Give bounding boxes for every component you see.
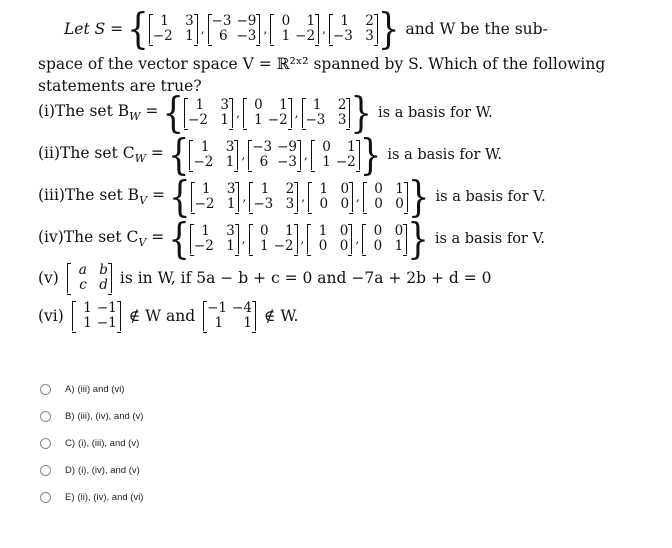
comma: ,: [356, 190, 360, 204]
matrix: [307, 224, 352, 254]
matrix: [243, 98, 292, 128]
let-prefix: Let S =: [64, 20, 124, 38]
matrix-entry: −3: [211, 13, 232, 29]
statement-v-text: is in W, if 5a − b + c = 0 and −7a + 2b + d = 0: [119, 269, 492, 287]
statement-tail: is a basis for W.: [387, 147, 502, 163]
statement-vi-end: ∉ W.: [263, 307, 299, 325]
matrix-entry: −9: [236, 13, 257, 29]
matrix-entry: 1: [201, 223, 210, 239]
matrix-entry: 2: [337, 97, 347, 113]
matrix-entry: −2: [194, 196, 215, 212]
matrix: [329, 14, 378, 44]
matrix-entry: 1: [201, 181, 211, 197]
matrix-entry: 1: [306, 13, 316, 29]
statement-tail: is a basis for V.: [435, 189, 546, 205]
radio-button[interactable]: [40, 492, 51, 503]
matrix-entry: 3: [220, 97, 229, 113]
matrix: [362, 224, 407, 254]
matrix-entry: 1: [220, 112, 229, 128]
statement-tail: is a basis for V.: [434, 231, 546, 247]
option-letter: E): [65, 491, 75, 503]
option-text: (i), (iii), and (v): [78, 437, 140, 449]
statement-label: (iv)The set $C_V$ =: [38, 228, 165, 250]
matrix-entry: −3: [252, 139, 273, 155]
statement-v-matrix: [67, 263, 112, 293]
matrix: [184, 98, 233, 128]
radio-button[interactable]: [40, 465, 51, 476]
matrix-entry: −3: [277, 154, 297, 170]
matrix-entry: 0: [340, 181, 350, 197]
left-brace: {: [127, 4, 149, 54]
answer-option-a[interactable]: [40, 382, 143, 396]
statement-v-label: (v): [38, 269, 59, 287]
statement-label: (ii)The set $C_W$ =: [38, 144, 164, 166]
option-text: (ii), (iv), and (vi): [77, 491, 144, 503]
matrix-entry: 0: [374, 196, 383, 212]
matrix-entry: 1: [312, 97, 322, 113]
matrix-entry: 3: [285, 196, 295, 212]
matrix: [311, 140, 360, 170]
option-letter: D): [65, 464, 76, 476]
matrix-entry: 0: [340, 196, 350, 212]
comma: ,: [301, 190, 306, 204]
matrix-entry: 0: [373, 223, 383, 239]
matrix-entry: 1: [226, 196, 236, 212]
matrix-entry: 1: [284, 223, 294, 239]
question-line-1: [64, 4, 548, 54]
comma: ,: [300, 232, 305, 246]
matrix-entry: 1: [185, 28, 194, 44]
matrix-list: [184, 98, 350, 128]
option-text: (iii) and (vi): [77, 383, 125, 395]
comma: ,: [322, 22, 326, 36]
matrix-entry: −2: [273, 238, 294, 254]
matrix-entry: 1: [279, 97, 288, 113]
matrix-entry: 1: [318, 223, 328, 239]
matrix-entry: 3: [225, 139, 235, 155]
matrix-entry: 1: [281, 28, 291, 44]
matrix-entry: 1: [83, 315, 92, 331]
right-brace: }: [407, 214, 429, 264]
comma: ,: [304, 148, 308, 162]
matrix-entry: 3: [226, 223, 235, 239]
comma: ,: [355, 232, 360, 246]
matrix-entry: −3: [332, 28, 353, 44]
radio-button[interactable]: [40, 384, 51, 395]
matrix-entry: −2: [193, 154, 214, 170]
option-letter: C): [65, 437, 76, 449]
answer-option-b[interactable]: [40, 409, 143, 423]
matrix-entry: −3: [236, 28, 257, 44]
matrix-entry: 1: [394, 238, 404, 254]
matrix-entry: −1: [96, 300, 117, 316]
matrix-entry: −2: [335, 154, 356, 170]
left-brace: {: [162, 88, 185, 138]
matrix-entry: 1: [195, 97, 205, 113]
comma: ,: [263, 22, 268, 36]
answer-option-d[interactable]: [40, 463, 143, 477]
matrix-entry: −3: [253, 196, 274, 212]
matrix-entry: 1: [319, 181, 329, 197]
matrix-entry: 1: [226, 238, 235, 254]
matrix-entry: 1: [214, 315, 224, 331]
statement-iv: [38, 214, 546, 264]
comma: ,: [235, 106, 240, 120]
matrix: [189, 140, 238, 170]
statement-label: (iii)The set $B_V$ =: [38, 186, 165, 208]
statement-vi-matrix-1: [72, 301, 121, 331]
comma: ,: [241, 232, 246, 246]
matrix-entry: 0: [394, 223, 404, 239]
matrix-entry: −1: [96, 315, 117, 331]
matrix: [190, 224, 239, 254]
matrix: [67, 263, 112, 293]
matrix: [248, 140, 301, 170]
left-brace: {: [167, 130, 190, 180]
matrix-list: [191, 182, 408, 212]
matrix-entry: a: [78, 262, 87, 278]
matrix-entry: b: [99, 262, 108, 278]
matrix-entry: 0: [374, 181, 383, 197]
answer-options: [40, 382, 143, 517]
statement-label: (i)The set $B_W$ =: [38, 102, 159, 124]
option-text: (i), (iv), and (v): [78, 464, 140, 476]
matrix: [208, 14, 261, 44]
matrix-entry: 1: [254, 112, 263, 128]
matrix-entry: −2: [295, 28, 316, 44]
matrix: [203, 301, 256, 331]
matrix: [191, 182, 240, 212]
left-brace: {: [168, 172, 191, 222]
right-brace: }: [377, 4, 400, 54]
matrix: [270, 14, 319, 44]
matrix: [249, 224, 298, 254]
option-letter: A): [65, 383, 75, 395]
after-set-text: and W be the sub-: [405, 20, 548, 38]
matrix: [308, 182, 353, 212]
matrix-entry: −1: [207, 300, 228, 316]
left-brace: {: [168, 214, 190, 264]
statement-iii: [38, 172, 546, 222]
matrix-entry: −2: [152, 28, 173, 44]
comma: ,: [242, 190, 247, 204]
comma: ,: [200, 22, 205, 36]
statement-v: [38, 263, 492, 293]
matrix-entry: 1: [160, 13, 169, 29]
matrix-entry: −9: [277, 139, 297, 155]
matrix-entry: 0: [339, 238, 349, 254]
radio-button[interactable]: [40, 438, 51, 449]
matrix-entry: 1: [322, 154, 331, 170]
matrix-entry: −2: [188, 112, 208, 128]
matrix-entry: 1: [347, 139, 356, 155]
matrix-entry: 0: [339, 223, 349, 239]
matrix: [363, 182, 408, 212]
matrix-entry: 3: [337, 112, 347, 128]
answer-option-e[interactable]: [40, 490, 143, 504]
matrix-entry: 0: [260, 223, 269, 239]
matrix: [249, 182, 298, 212]
matrix-entry: 3: [365, 28, 374, 44]
matrix-list: [189, 140, 359, 170]
matrix-entry: 0: [319, 196, 329, 212]
matrix-entry: 2: [365, 13, 374, 29]
option-letter: B): [65, 410, 75, 422]
matrix-entry: 1: [243, 315, 252, 331]
matrix-entry: 0: [318, 238, 328, 254]
matrix-entry: 0: [395, 196, 404, 212]
statement-tail: is a basis for W.: [378, 105, 493, 121]
matrix: [72, 301, 121, 331]
matrix-entry: 0: [373, 238, 383, 254]
matrix-entry: 1: [83, 300, 92, 316]
matrix-list: [190, 224, 407, 254]
matrix-entry: 1: [340, 13, 349, 29]
matrix: [149, 14, 198, 44]
statement-vi-matrix-2: [203, 301, 256, 331]
radio-button[interactable]: [40, 411, 51, 422]
statement-ii: [38, 130, 546, 180]
statements: [38, 88, 546, 264]
statement-i: [38, 88, 546, 138]
comma: ,: [294, 106, 299, 120]
matrix-entry: 1: [260, 181, 270, 197]
matrix-entry: 0: [281, 13, 291, 29]
set-S: [149, 14, 378, 44]
right-brace: }: [359, 130, 382, 180]
matrix: [302, 98, 351, 128]
right-brace: }: [407, 172, 430, 222]
matrix-entry: 0: [322, 139, 331, 155]
matrix-entry: 0: [254, 97, 263, 113]
comma: ,: [241, 148, 246, 162]
matrix-entry: 3: [226, 181, 236, 197]
right-brace: }: [350, 88, 373, 138]
matrix-entry: −2: [193, 238, 214, 254]
option-text: (iii), (iv), and (v): [77, 410, 144, 422]
statement-vi-mid: ∉ W and: [128, 307, 196, 325]
matrix-entry: 1: [395, 181, 404, 197]
question-line-3: statements are true?: [38, 77, 202, 95]
matrix-entry: 1: [260, 238, 269, 254]
matrix-entry: c: [79, 277, 87, 293]
matrix-entry: −3: [305, 112, 326, 128]
statement-vi-label: (vi): [38, 307, 64, 325]
matrix-entry: 6: [218, 28, 228, 44]
matrix-entry: 1: [200, 139, 210, 155]
matrix-entry: 3: [185, 13, 194, 29]
matrix-entry: d: [99, 277, 108, 293]
answer-option-c[interactable]: [40, 436, 143, 450]
statement-vi: [38, 301, 299, 331]
matrix-entry: 6: [259, 154, 269, 170]
matrix-entry: 1: [225, 154, 235, 170]
matrix-entry: −4: [232, 300, 252, 316]
question-line-2: space of the vector space V = ℝ²ˣ² spanned by S. Which of the following: [38, 55, 606, 73]
matrix-entry: 2: [285, 181, 295, 197]
matrix-entry: −2: [267, 112, 288, 128]
